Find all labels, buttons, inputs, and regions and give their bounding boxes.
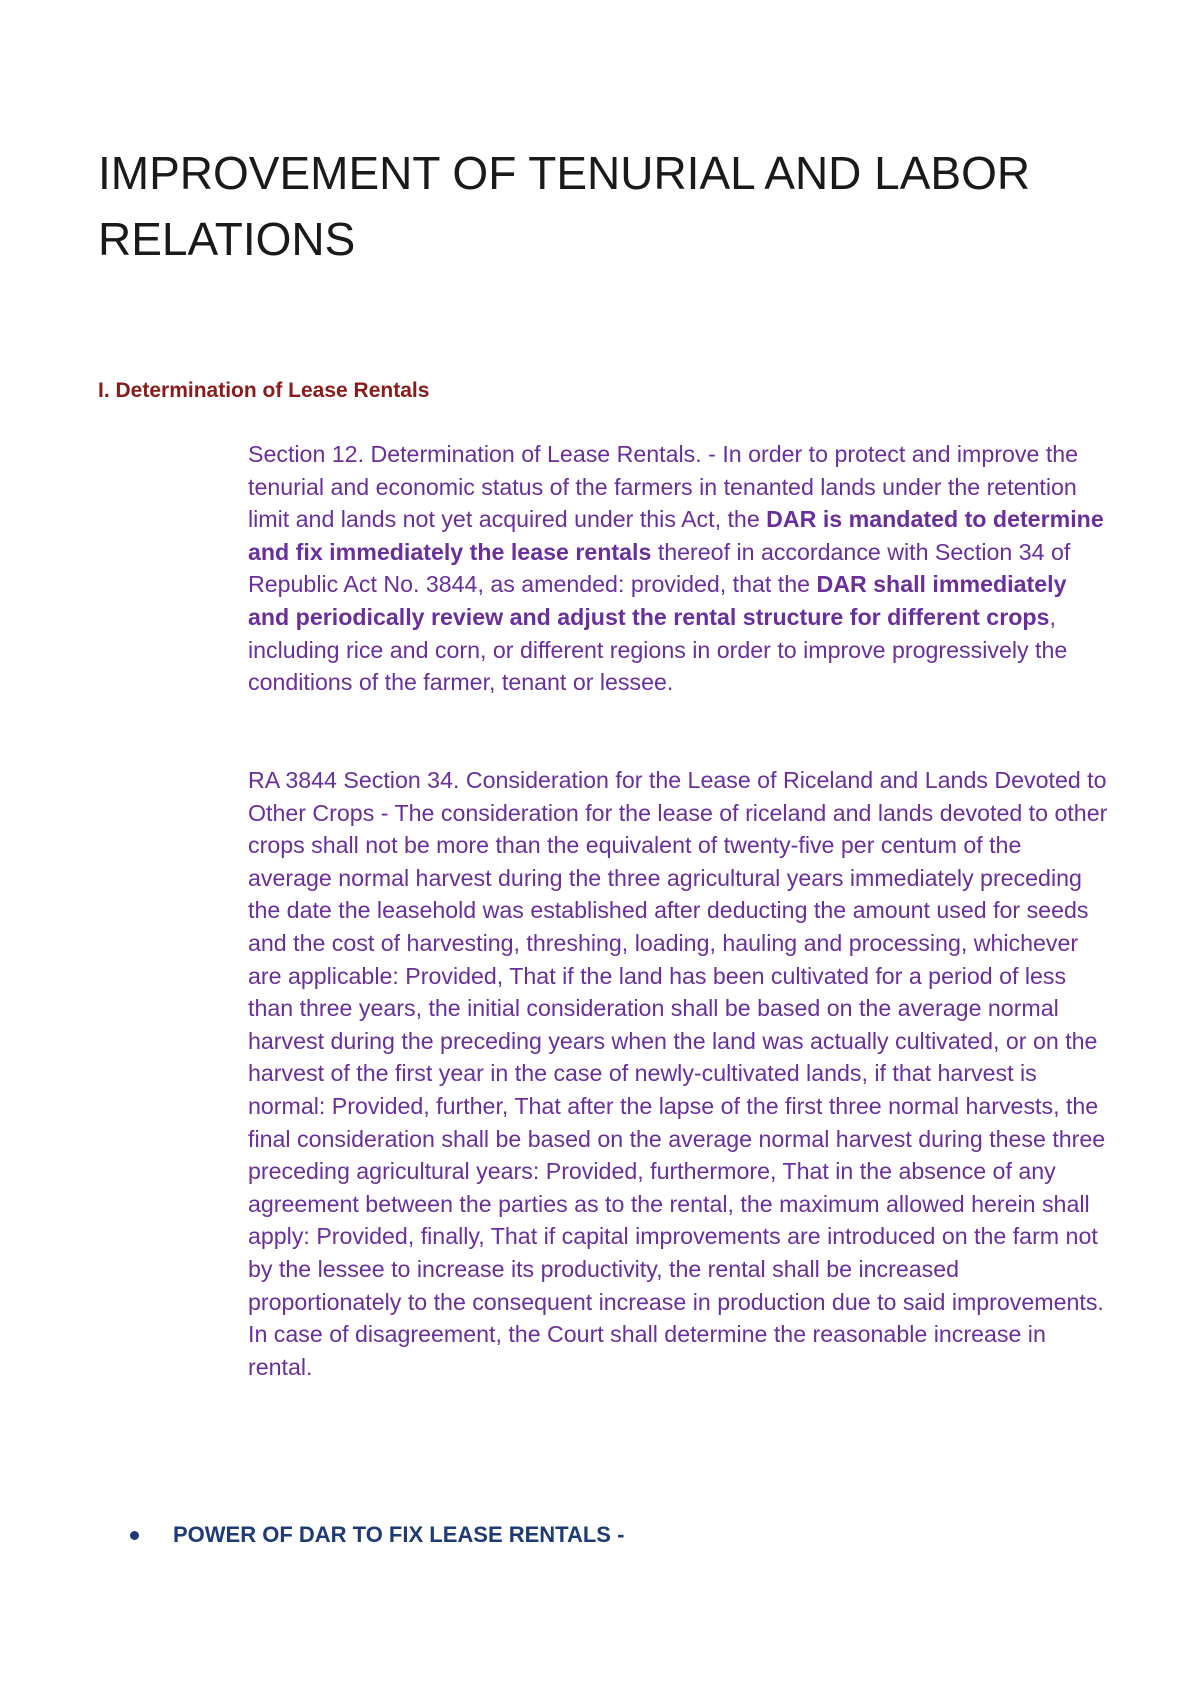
para1-bold-1: DAR is mandated to determine and fix immediately the lease rentals (248, 506, 1104, 565)
para1-bold-2: DAR shall immediately and periodically review and adjust the rental structure for different crops (248, 571, 1067, 630)
ra-3844-section-34-paragraph: RA 3844 Section 34. Consideration for the Lease of Riceland and Lands Devoted to Other Crops - The consideration for the lease of riceland and lands devoted to other crops shall not be more than the equivalent of twenty-five per centum of the average normal harvest during the three agricultural years immediately preceding the date the leasehold was established after deducting the amount used for seeds and the cost of harvesting, threshing, loading, hauling and processing, whichever are applicable: Provided, That if the land has been cultivated for a period of less than three years, the initial consideration shall be based on the average normal harvest during the preceding years when the land was actually cultivated, or on the harvest of the first year in the case of newly-cultivated lands, if that harvest is normal: Provided, further, That after the lapse of the first three normal harvests, the final consideration shall be based on the average normal harvest during these three preceding agricultural years: Provided, furthermore, That in the absence of any agreement between the parties as to the rental, the maximum allowed herein shall apply: Provided, finally, That if capital improvements are introduced on the farm not by the lessee to increase its productivity, the rental shall be increased proportionately to the consequent increase in production due to said improvements. In case of disagreement, the Court shall determine the reasonable increase in rental. (248, 767, 1108, 1380)
para1-text-2: thereof in accordance with Section 34 of Republic Act No. 3844, as amended: provided, that the (248, 538, 1071, 598)
para1-text-1: Section 12. Determination of Lease Rentals. - In order to protect and improve the tenurial and economic status of the farmers in tenanted lands under the retention limit and lands not yet acquired under this Act, the (248, 441, 1079, 533)
bullet-dot-icon (130, 1531, 139, 1540)
para1-text-3: , including rice and corn, or different regions in order to improve progressively the conditions of the farmer, tenant or lessee. (248, 603, 1068, 696)
bullet-text: POWER OF DAR TO FIX LEASE RENTALS - (173, 1522, 625, 1547)
section-heading: I. Determination of Lease Rentals (98, 379, 430, 402)
document-title: IMPROVEMENT OF TENURIAL AND LABOR RELATIONS (98, 147, 1031, 265)
bullet-item (130, 1520, 624, 1550)
section-12-paragraph (248, 438, 1108, 699)
